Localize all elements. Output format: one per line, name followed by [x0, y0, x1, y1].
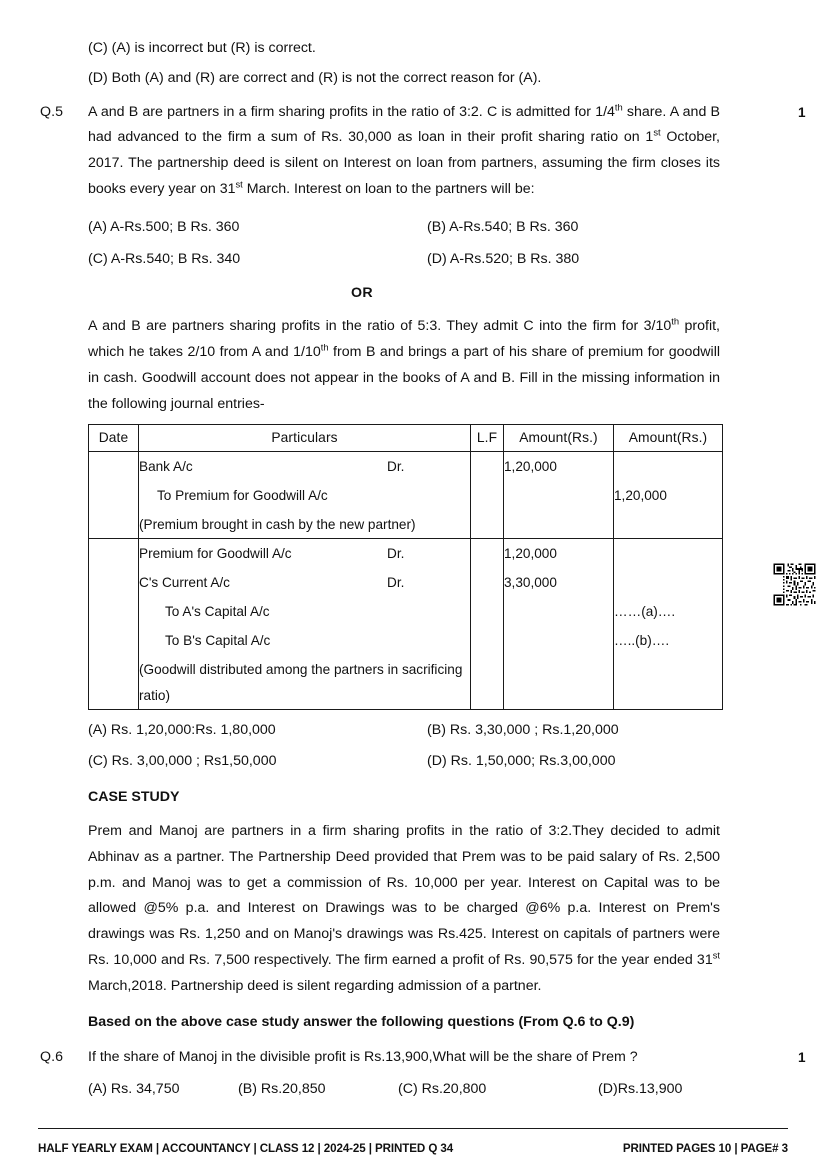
question-5-alt-options-row-1: [0, 718, 826, 744]
journal-line-1-1: [139, 452, 470, 481]
case-study-sup-st: st: [712, 950, 720, 961]
journal-cell-amount1-2: [504, 538, 614, 709]
journal-line-2-1-text: Premium for Goodwill A/c: [139, 545, 292, 561]
question-6: [0, 1045, 826, 1071]
q5-sup-st-1: st: [653, 127, 661, 138]
q5-option-c[interactable]: (C) A-Rs.540; B Rs. 340: [88, 250, 241, 267]
journal-cell-date-1: [89, 451, 139, 538]
journal-cell-lf-2: [471, 538, 504, 709]
q5-alt-sup-th-1: th: [671, 316, 680, 327]
case-study-instruction: Based on the above case study answer the following questions (From Q.6 to Q.9): [88, 1013, 635, 1030]
q5-alt-part1: A and B are partners sharing profits in the ratio of 5:3. They admit C into the firm for 3/10: [88, 318, 672, 335]
journal-line-1-2: [139, 481, 470, 510]
or-divider: OR: [351, 285, 373, 302]
journal-cell-lf-1: [471, 451, 504, 538]
journal-narration-2: (Goodwill distributed among the partners in sacrificing ratio): [139, 661, 463, 703]
case-study-body: [0, 819, 826, 1000]
journal-amount1-2-1: 1,20,000: [504, 545, 557, 561]
question-5: [0, 100, 826, 203]
q5-sup-th-1: th: [614, 101, 623, 112]
carryover-option-d: [0, 66, 826, 92]
q5-sup-st-2: st: [235, 179, 243, 190]
journal-narration-1: (Premium brought in cash by the new partner): [139, 516, 416, 532]
question-5-options-row-2: [0, 247, 826, 273]
q5-alt-part2: profit, which he takes 2/10 from A and 1/10: [88, 318, 720, 361]
journal-amount1-1-2: [504, 481, 613, 510]
journal-cell-date-2: [89, 538, 139, 709]
q5-option-a[interactable]: (A) A-Rs.500; B Rs. 360: [88, 218, 240, 235]
journal-amount2-2-4: …..(b)….: [614, 632, 670, 648]
footer-left-text: HALF YEARLY EXAM | ACCOUNTANCY | CLASS 12 | 2024-25 | PRINTED Q 34: [38, 1142, 454, 1155]
q5-stem-part4: March. Interest on loan to the partners will be:: [242, 180, 535, 197]
q5-alt-option-a[interactable]: (A) Rs. 1,20,000:Rs. 1,80,000: [88, 721, 276, 738]
question-5-stem: [88, 101, 720, 197]
carryover-option-c: [0, 36, 826, 62]
page-footer: [38, 1142, 788, 1155]
journal-cell-particulars-2: [139, 538, 471, 709]
journal-line-2-3: [139, 597, 470, 626]
question-5-alternative-stem: [0, 314, 826, 417]
q6-option-a[interactable]: (A) Rs. 34,750: [88, 1081, 180, 1098]
journal-amount2-2-spacer-1: [614, 539, 722, 568]
question-6-label: Q.6: [40, 1049, 64, 1066]
journal-header-date: Date: [89, 424, 139, 451]
table-row: [89, 538, 723, 709]
case-study-body-part1: Prem and Manoj are partners in a firm sharing profits in the ratio of 3:2.They decided to admit Abhinav as a partner. The Partnership Deed provided that Prem was to be paid salary of Rs. 2,500 p.m. and Manoj was to get a commission of Rs. 10,000 per year. Interest on Capital was to be allowed @5% p.a. and Interest on Drawings was to be charged @6% p.a. Interest on Prem's drawings was Rs. 1,250 and on Manoj's drawings was Rs.425. Interest on capitals of partners were Rs. 10,000 and Rs. 7,500 respectively. The firm earned a profit of Rs. 90,575 for the year ended 31: [88, 822, 720, 968]
journal-line-2-2-dr: Dr.: [387, 574, 405, 590]
journal-line-2-4: [139, 626, 470, 655]
q5-stem-part3: October, 2017. The partnership deed is silent on Interest on loan from partners, assuming the firm closes its books every year on 31: [88, 129, 720, 197]
journal-line-2-2-text: C's Current A/c: [139, 574, 230, 590]
q5-alt-option-d[interactable]: (D) Rs. 1,50,000; Rs.3,00,000: [427, 753, 616, 770]
journal-line-2-1-dr: Dr.: [387, 545, 405, 561]
journal-amount1-2-2: 3,30,000: [504, 574, 557, 590]
question-6-marks: 1: [798, 1050, 806, 1066]
qr-code-icon: [772, 562, 817, 607]
journal-cell-amount2-2: [614, 538, 723, 709]
journal-line-2-1: [139, 539, 470, 568]
qr-code: [772, 562, 817, 607]
journal-table-header-row: [89, 424, 723, 451]
carryover-option-d-text: (D) Both (A) and (R) are correct and (R) is not the correct reason for (A).: [88, 69, 542, 86]
q5-stem-part1: A and B are partners in a firm sharing profits in the ratio of 3:2. C is admitted for 1/4: [88, 103, 615, 120]
question-6-stem: If the share of Manoj in the divisible profit is Rs.13,900,What will be the share of Prem ?: [88, 1049, 638, 1066]
q5-alt-sup-th-2: th: [320, 342, 329, 353]
journal-table-wrapper: [0, 424, 826, 710]
journal-line-2-2: [139, 568, 470, 597]
journal-amount2-1-1: [614, 452, 722, 481]
question-5-alt-options-row-2: [0, 749, 826, 775]
q6-option-b[interactable]: (B) Rs.20,850: [238, 1081, 326, 1098]
journal-header-amount-1: Amount(Rs.): [504, 424, 614, 451]
question-5-marks: 1: [798, 104, 806, 120]
q5-stem-part2: share. A and B had advanced to the firm a sum of Rs. 30,000 as loan in their profit sharing ratio on 1: [88, 103, 720, 146]
question-6-options-row: [0, 1077, 826, 1103]
question-5-label: Q.5: [40, 103, 64, 120]
footer-right-text: PRINTED PAGES 10 | PAGE# 3: [622, 1142, 788, 1155]
journal-line-2-4-text: To B's Capital A/c: [165, 632, 271, 648]
journal-amount2-1-2: 1,20,000: [614, 487, 667, 503]
case-study-body-part2: March,2018. Partnership deed is silent regarding admission of a partner.: [88, 977, 542, 994]
journal-header-lf: L.F: [471, 424, 504, 451]
journal-amount1-1-1: 1,20,000: [504, 458, 557, 474]
q6-option-d[interactable]: (D)Rs.13,900: [598, 1081, 683, 1098]
q5-option-d[interactable]: (D) A-Rs.520; B Rs. 380: [427, 250, 580, 267]
journal-cell-amount2-1: [614, 451, 723, 538]
journal-amount2-2-spacer-2: [614, 568, 722, 597]
q5-alt-option-c[interactable]: (C) Rs. 3,00,000 ; Rs1,50,000: [88, 753, 277, 770]
footer-divider: [38, 1128, 788, 1129]
journal-header-particulars: Particulars: [139, 424, 471, 451]
carryover-option-c-text: (C) (A) is incorrect but (R) is correct.: [88, 40, 316, 56]
journal-cell-amount1-1: [504, 451, 614, 538]
journal-line-1-1-dr: Dr.: [387, 458, 405, 474]
journal-cell-particulars-1: [139, 451, 471, 538]
question-5-options-row-1: [0, 215, 826, 241]
q5-option-b[interactable]: (B) A-Rs.540; B Rs. 360: [427, 218, 579, 235]
journal-line-1-2-text: To Premium for Goodwill A/c: [157, 487, 328, 503]
journal-amount2-2-3: ……(a)….: [614, 603, 676, 619]
table-row: [89, 451, 723, 538]
journal-line-2-3-text: To A's Capital A/c: [165, 603, 270, 619]
q5-alt-option-b[interactable]: (B) Rs. 3,30,000 ; Rs.1,20,000: [427, 721, 619, 738]
journal-line-1-1-text: Bank A/c: [139, 458, 193, 474]
journal-header-amount-2: Amount(Rs.): [614, 424, 723, 451]
q5-alt-part3: from B and brings a part of his share of premium for goodwill in cash. Goodwill account does not appear in the books of A and B. Fill in the missing information in the following journal entries-: [88, 344, 720, 412]
q6-option-c[interactable]: (C) Rs.20,800: [398, 1081, 487, 1098]
journal-entries-table: [88, 424, 723, 710]
case-study-heading: CASE STUDY: [88, 789, 180, 806]
